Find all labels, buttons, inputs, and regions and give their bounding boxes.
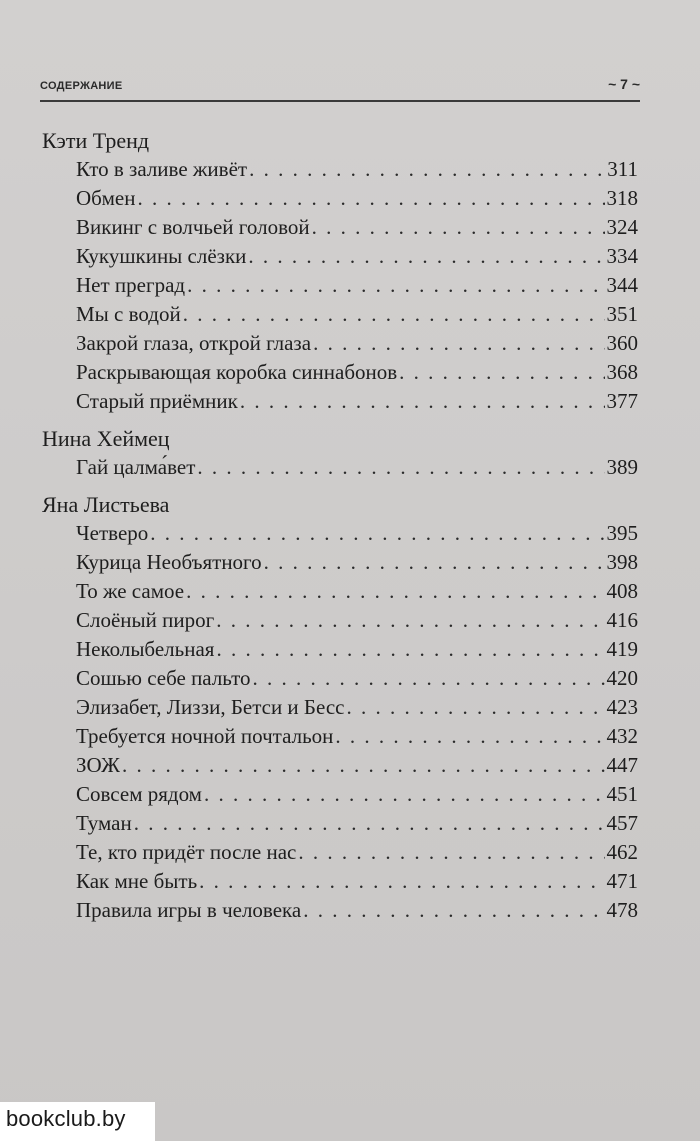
toc-entry-page-number: 395	[606, 521, 638, 545]
toc-entry-title: Мы с водой	[76, 302, 181, 326]
toc-entry-page-number: 471	[606, 869, 638, 893]
toc-entry	[76, 838, 638, 867]
toc-entry	[76, 387, 638, 416]
toc-entry	[76, 635, 638, 664]
toc-entry-title: Совсем рядом	[76, 782, 202, 806]
dot-leader	[335, 722, 604, 751]
toc-entry-title: Нет преград	[76, 273, 186, 297]
toc-author-heading: Кэти Тренд	[42, 128, 150, 153]
toc-entry-page-number: 318	[606, 186, 638, 210]
toc-entry	[76, 693, 638, 722]
toc-entry	[76, 213, 638, 242]
dot-leader	[187, 271, 604, 300]
dot-leader	[204, 780, 605, 809]
toc-entry-page-number: 360	[606, 331, 638, 355]
toc-entry-page-number: 334	[606, 244, 638, 268]
table-of-contents	[42, 126, 638, 925]
toc-entry-title: Сошью себе пальто	[76, 666, 251, 690]
toc-entry-page-number: 311	[607, 157, 638, 181]
dot-leader	[249, 155, 605, 184]
toc-entry	[76, 664, 638, 693]
dot-leader	[122, 751, 605, 780]
toc-entry	[76, 867, 638, 896]
toc-entry	[76, 896, 638, 925]
toc-entry-page-number: 432	[606, 724, 638, 748]
toc-entry-title: Как мне быть	[76, 869, 198, 893]
toc-entry-page-number: 457	[606, 811, 638, 835]
toc-entry	[76, 722, 638, 751]
toc-entry-title: ЗОЖ	[76, 753, 120, 777]
toc-entry-title: Слоёный пирог	[76, 608, 215, 632]
toc-entry	[76, 300, 638, 329]
dot-leader	[240, 387, 605, 416]
toc-entry	[76, 358, 638, 387]
toc-entry-page-number: 419	[606, 637, 638, 661]
toc-entry-title: Требуется ночной почтальон	[76, 724, 334, 748]
toc-entry-title: Раскрывающая коробка синнабонов	[76, 360, 398, 384]
running-header-title: СОДЕРЖАНИЕ	[40, 80, 123, 92]
dot-leader	[303, 896, 604, 925]
toc-entry-title: Обмен	[76, 186, 136, 210]
toc-entry-page-number: 351	[606, 302, 638, 326]
toc-entry-page-number: 389	[606, 455, 638, 479]
dot-leader	[399, 358, 604, 387]
toc-entry	[76, 606, 638, 635]
toc-entry-title: Курица Необъятного	[76, 550, 262, 574]
toc-entry	[76, 519, 638, 548]
toc-entry-title: Старый приёмник	[76, 389, 238, 413]
toc-entry-page-number: 462	[606, 840, 638, 864]
dot-leader	[216, 606, 604, 635]
toc-entry-page-number: 420	[606, 666, 638, 690]
dot-leader	[138, 184, 605, 213]
toc-entry-title: Те, кто придёт после нас	[76, 840, 297, 864]
dot-leader	[199, 867, 604, 896]
dot-leader	[216, 635, 604, 664]
toc-entry	[76, 184, 638, 213]
watermark-text: bookclub.by	[6, 1106, 126, 1131]
dot-leader	[150, 519, 604, 548]
toc-entry-page-number: 423	[606, 695, 638, 719]
toc-entry	[76, 809, 638, 838]
toc-entry-title: Кукушкины слёзки	[76, 244, 247, 268]
toc-entry-page-number: 377	[606, 389, 638, 413]
dot-leader	[298, 838, 604, 867]
toc-entry-title: Правила игры в человека	[76, 898, 302, 922]
toc-entry-page-number: 478	[606, 898, 638, 922]
toc-entry-page-number: 416	[606, 608, 638, 632]
toc-entry	[76, 453, 638, 482]
dot-leader	[252, 664, 604, 693]
dot-leader	[197, 453, 604, 482]
dot-leader	[186, 577, 604, 606]
toc-entry-title: Четверо	[76, 521, 149, 545]
dot-leader	[312, 213, 605, 242]
dot-leader	[183, 300, 605, 329]
toc-entry	[76, 329, 638, 358]
toc-entry-title: Закрой глаза, открой глаза	[76, 331, 312, 355]
toc-entry	[76, 155, 638, 184]
toc-entry	[76, 242, 638, 271]
toc-entry	[76, 271, 638, 300]
toc-entry-page-number: 447	[606, 753, 638, 777]
toc-entry-page-number: 398	[606, 550, 638, 574]
toc-author-heading: Нина Хеймец	[42, 426, 170, 451]
dot-leader	[134, 809, 605, 838]
toc-entry-page-number: 344	[606, 273, 638, 297]
toc-entry-title: Туман	[76, 811, 132, 835]
toc-entry	[76, 548, 638, 577]
dot-leader	[248, 242, 604, 271]
toc-entry	[76, 751, 638, 780]
toc-author-heading: Яна Листьева	[42, 492, 170, 517]
toc-entry-title: Кто в заливе живёт	[76, 157, 248, 181]
dot-leader	[313, 329, 604, 358]
dot-leader	[346, 693, 604, 722]
running-header	[40, 76, 640, 100]
toc-entry-title: То же самое	[76, 579, 185, 603]
toc-entry	[76, 780, 638, 809]
toc-entry	[76, 577, 638, 606]
toc-entry-title: Гай цалма́вет	[76, 455, 196, 479]
toc-entry-page-number: 324	[606, 215, 638, 239]
toc-entry-page-number: 368	[606, 360, 638, 384]
dot-leader	[264, 548, 605, 577]
toc-entry-page-number: 451	[606, 782, 638, 806]
toc-entry-title: Викинг с волчьей головой	[76, 215, 310, 239]
running-header-page-number: ~ 7 ~	[608, 76, 640, 92]
header-divider	[40, 100, 640, 102]
toc-entry-title: Элизабет, Лиззи, Бетси и Бесс	[76, 695, 345, 719]
watermark	[0, 1102, 155, 1141]
toc-entry-title: Неколыбельная	[76, 637, 215, 661]
toc-entry-page-number: 408	[606, 579, 638, 603]
